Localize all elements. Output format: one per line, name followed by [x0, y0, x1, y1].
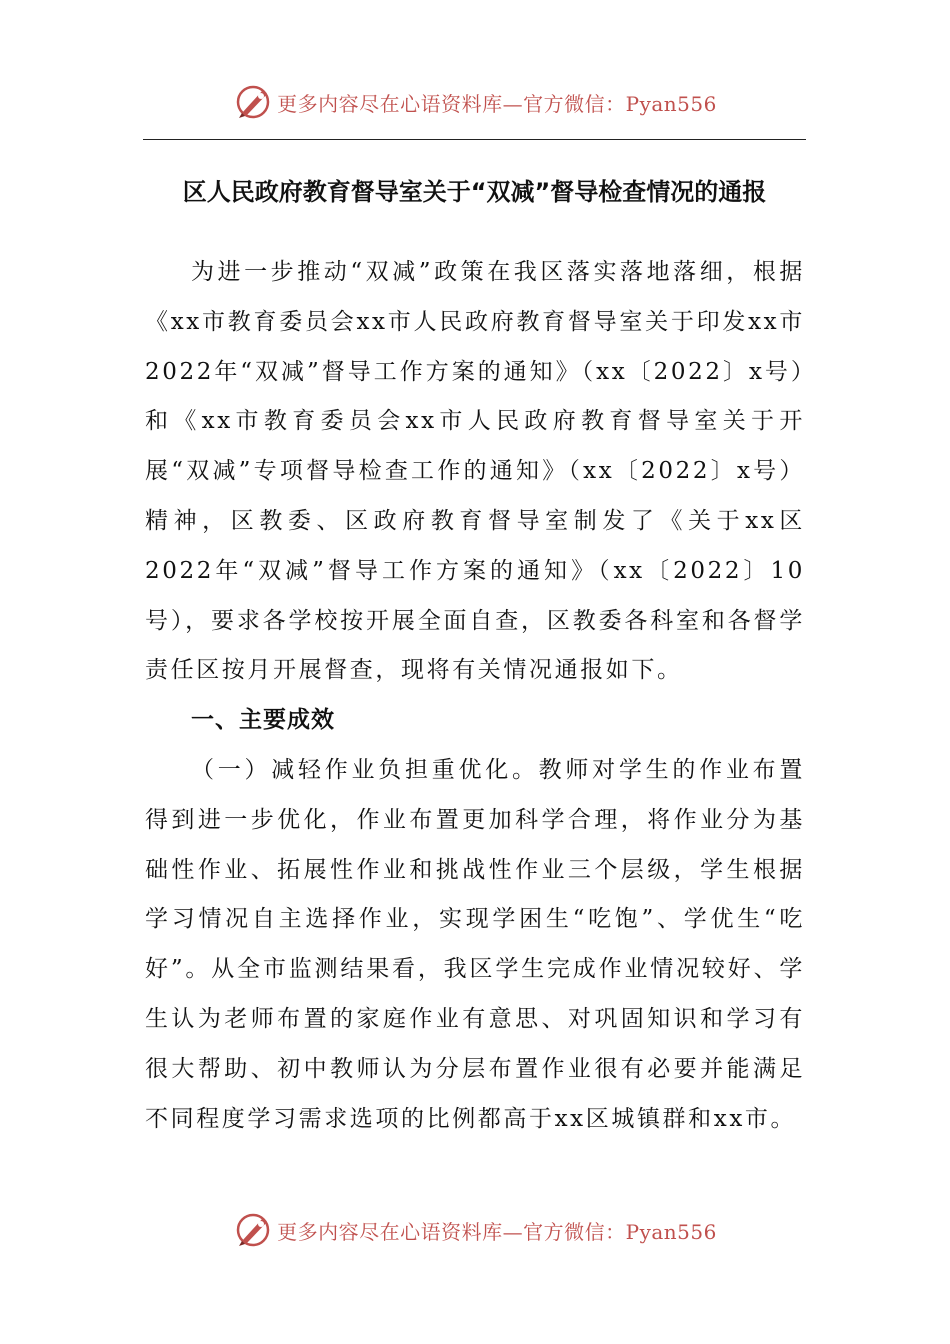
- watermark-text: 更多内容尽在心语资料库—官方微信：Pyan556: [277, 1219, 717, 1244]
- section-paragraph: （一）减轻作业负担重优化。教师对学生的作业布置得到进一步优化，作业布置更加科学合理，将作业分为基础性作业、拓展性作业和挑战性作业三个层级，学生根据学习情况自主选择作业，实现学困生“吃饱”、学优生“吃好”。从全市监测结果看，我区学生完成作业情况较好、学生认为老师布置的家庭作业有意思、对巩固知识和学习有很大帮助、初中教师认为分层布置作业很有必要并能满足不同程度学习需求选项的比例都高于xx区城镇群和xx市。: [145, 756, 805, 1132]
- intro-paragraph: 为进一步推动“双减”政策在我区落实落地落细，根据《xx市教育委员会xx市人民政府教育督导室关于印发xx市2022年“双减”督导工作方案的通知》（xx〔2022〕x号）和《xx市教育委员会xx市人民政府教育督导室关于开展“双减”专项督导检查工作的通知》（xx〔2022〕x号）精神，区教委、区政府教育督导室制发了《关于xx区2022年“双减”督导工作方案的通知》（xx〔2022〕10号），要求各学校按开展全面自查，区教委各科室和各督学责任区按月开展督查，现将有关情况通报如下。: [145, 259, 805, 684]
- section-heading: 一、主要成效: [191, 707, 335, 734]
- watermark-banner-bottom: [0, 1210, 950, 1250]
- pen-logo-icon: [233, 82, 273, 122]
- pen-logo-icon: [233, 1210, 273, 1250]
- watermark-banner-top: [0, 82, 950, 122]
- document-title: 区人民政府教育督导室关于“双减”督导检查情况的通报: [182, 178, 767, 206]
- document-body: [145, 248, 805, 1144]
- header-rule: [143, 139, 806, 140]
- watermark-text: 更多内容尽在心语资料库—官方微信：Pyan556: [277, 91, 717, 116]
